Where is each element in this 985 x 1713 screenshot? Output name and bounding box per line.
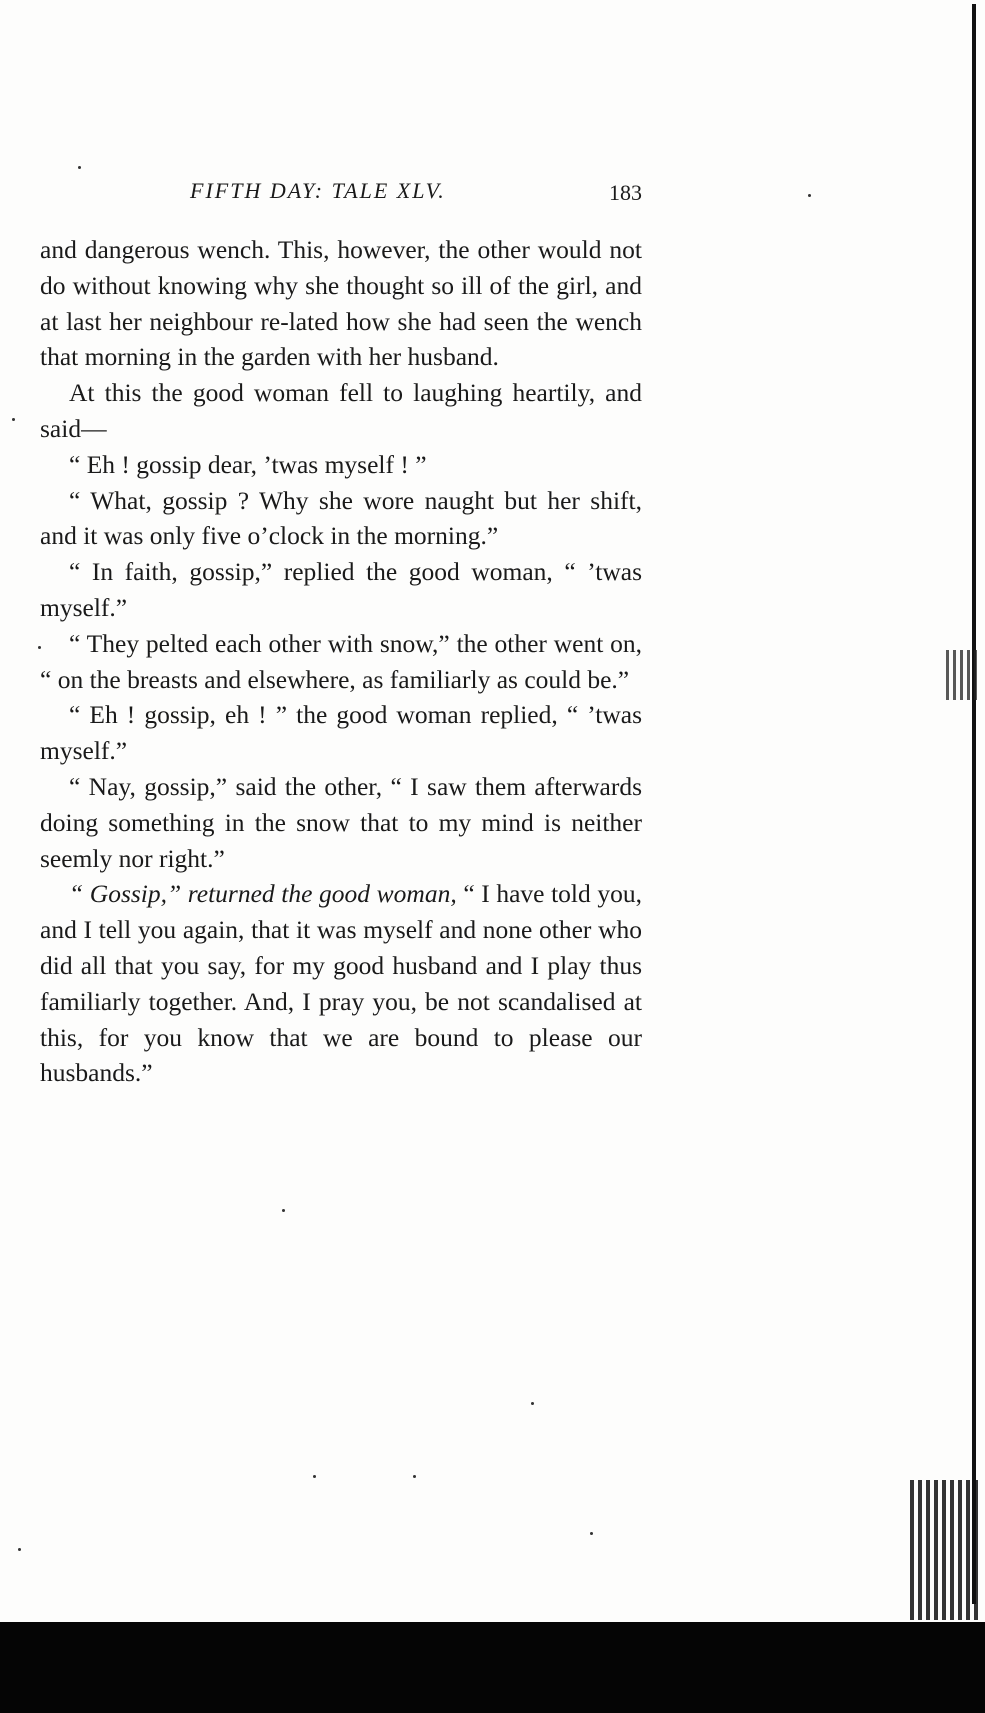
page-number: 183 — [609, 180, 642, 205]
running-title: FIFTH DAY: TALE XLV. — [190, 178, 446, 203]
scan-speck — [38, 646, 41, 649]
scan-edge-artifact — [946, 650, 980, 700]
page-edge-shadow — [972, 4, 976, 1604]
body-text — [40, 232, 642, 1091]
paragraph: “ Eh ! gossip dear, ’twas myself ! ” — [69, 449, 427, 479]
scan-bottom-band — [0, 1622, 985, 1713]
scan-speck — [313, 1475, 316, 1478]
paragraph-continued: and dangerous wench. This, however, the other would not do without knowing why she thought so ill of the girl, and at last her neighbour re-lated how she had seen the wench that morning in the garden with her husband. — [40, 235, 642, 372]
paragraph: “ Nay, gossip,” said the other, “ I saw them afterwards doing something in the snow that to my mind is neither seemly nor right.” — [40, 771, 642, 873]
roman-run: “ I have told you, and I tell you again, that it was myself and none other who did all that you say, for my good husband and I play thus familiarly together. And, I pray you, be not scandalised at this, for you know that we are bound to please our husbands.” — [40, 879, 642, 1088]
running-head — [40, 178, 642, 208]
paragraph-final — [40, 876, 642, 1091]
paragraph: “ In faith, gossip,” replied the good woman, “ ’twas myself.” — [40, 557, 642, 622]
paragraph: “ Eh ! gossip, eh ! ” the good woman replied, “ ’twas myself.” — [40, 700, 642, 766]
italic-run: “ Gossip,” returned the good woman, — [69, 879, 464, 909]
scan-speck — [78, 166, 81, 169]
scan-speck — [18, 1548, 21, 1551]
scan-speck — [531, 1402, 534, 1405]
scan-edge-artifact — [910, 1480, 980, 1620]
scan-speck — [808, 194, 811, 197]
paragraph: At this the good woman fell to laughing heartily, and said— — [40, 378, 642, 443]
scan-speck — [590, 1532, 593, 1535]
paragraph: “ They pelted each other with snow,” the other went on, “ on the breasts and elsewhere, as familiarly as could be.” — [40, 628, 642, 694]
scan-speck — [282, 1209, 285, 1212]
scan-speck — [12, 418, 15, 421]
paragraph: “ What, gossip ? Why she wore naught but her shift, and it was only five o’clock in the morning.” — [40, 485, 642, 551]
scan-speck — [413, 1475, 416, 1478]
